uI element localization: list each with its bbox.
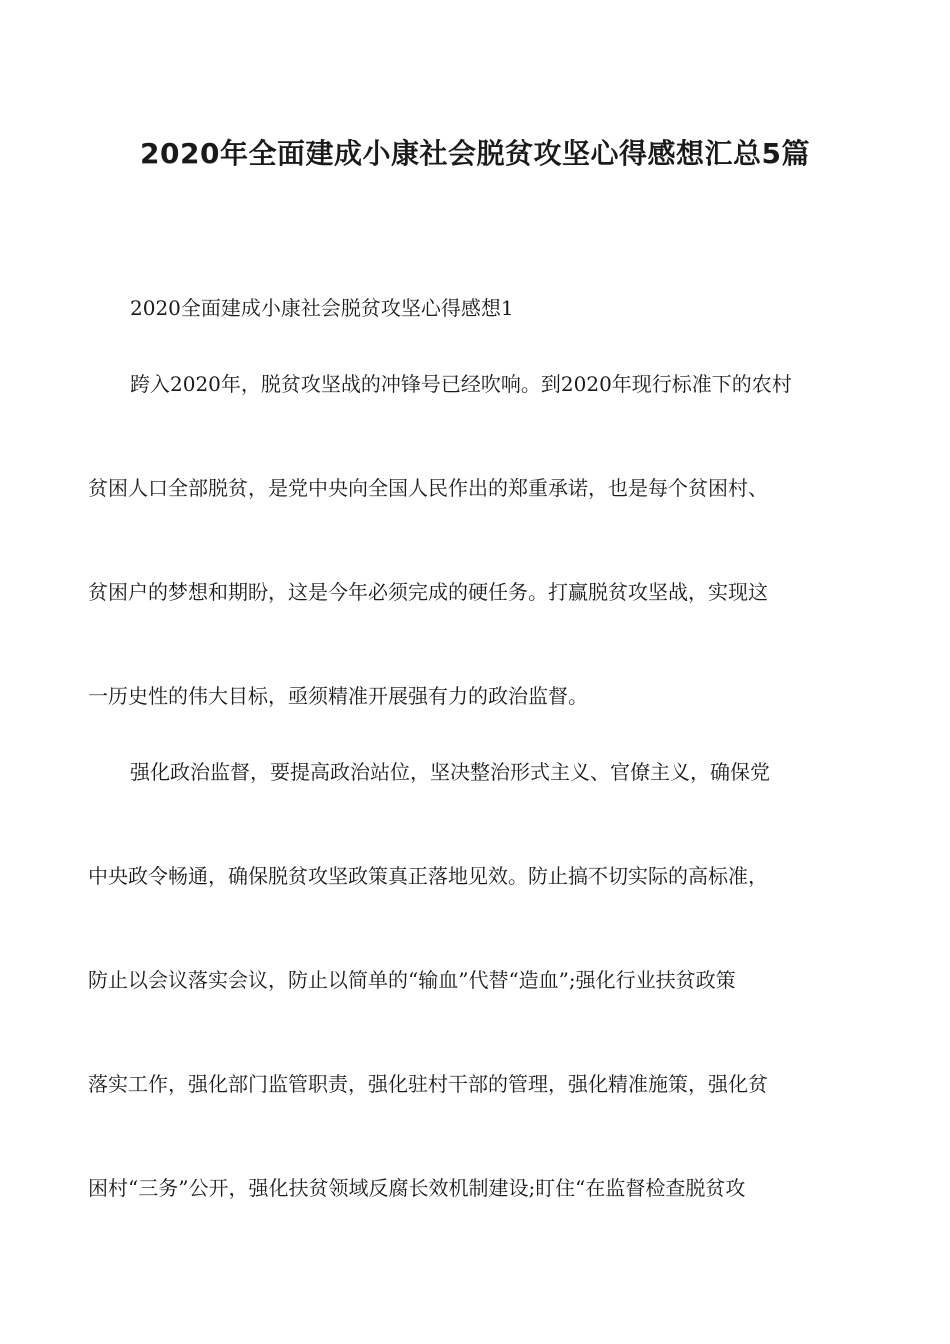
paragraph-1	[88, 361, 868, 719]
document-title: 2020年全面建成小康社会脱贫攻坚心得感想汇总5篇	[140, 137, 810, 170]
paragraph-line: 贫困户的梦想和期盼，这是今年必须完成的硬任务。打赢脱贫攻坚战，实现这	[88, 580, 768, 604]
paragraph-2	[88, 749, 868, 1211]
paragraph-line: 强化政治监督，要提高政治站位，坚决整治形式主义、官僚主义，确保党	[130, 760, 770, 784]
section-subheading: 2020全面建成小康社会脱贫攻坚心得感想1	[130, 296, 514, 320]
paragraph-line: 防止以会议落实会议，防止以简单的“输血”代替“造血”;强化行业扶贫政策	[88, 968, 736, 992]
paragraph-line: 贫困人口全部脱贫，是党中央向全国人民作出的郑重承诺，也是每个贫困村、	[88, 476, 768, 500]
paragraph-line: 一历史性的伟大目标，亟须精准开展强有力的政治监督。	[88, 684, 588, 708]
paragraph-line: 落实工作，强化部门监管职责，强化驻村干部的管理，强化精准施策，强化贫	[88, 1072, 768, 1096]
paragraph-line: 跨入2020年，脱贫攻坚战的冲锋号已经吹响。到2020年现行标准下的农村	[130, 372, 792, 396]
paragraph-line: 中央政令畅通，确保脱贫攻坚政策真正落地见效。防止搞不切实际的高标准，	[88, 864, 768, 888]
document-body	[88, 285, 868, 1211]
paragraph-line: 困村“三务”公开，强化扶贫领域反腐长效机制建设;盯住“在监督检查脱贫攻	[88, 1176, 746, 1200]
